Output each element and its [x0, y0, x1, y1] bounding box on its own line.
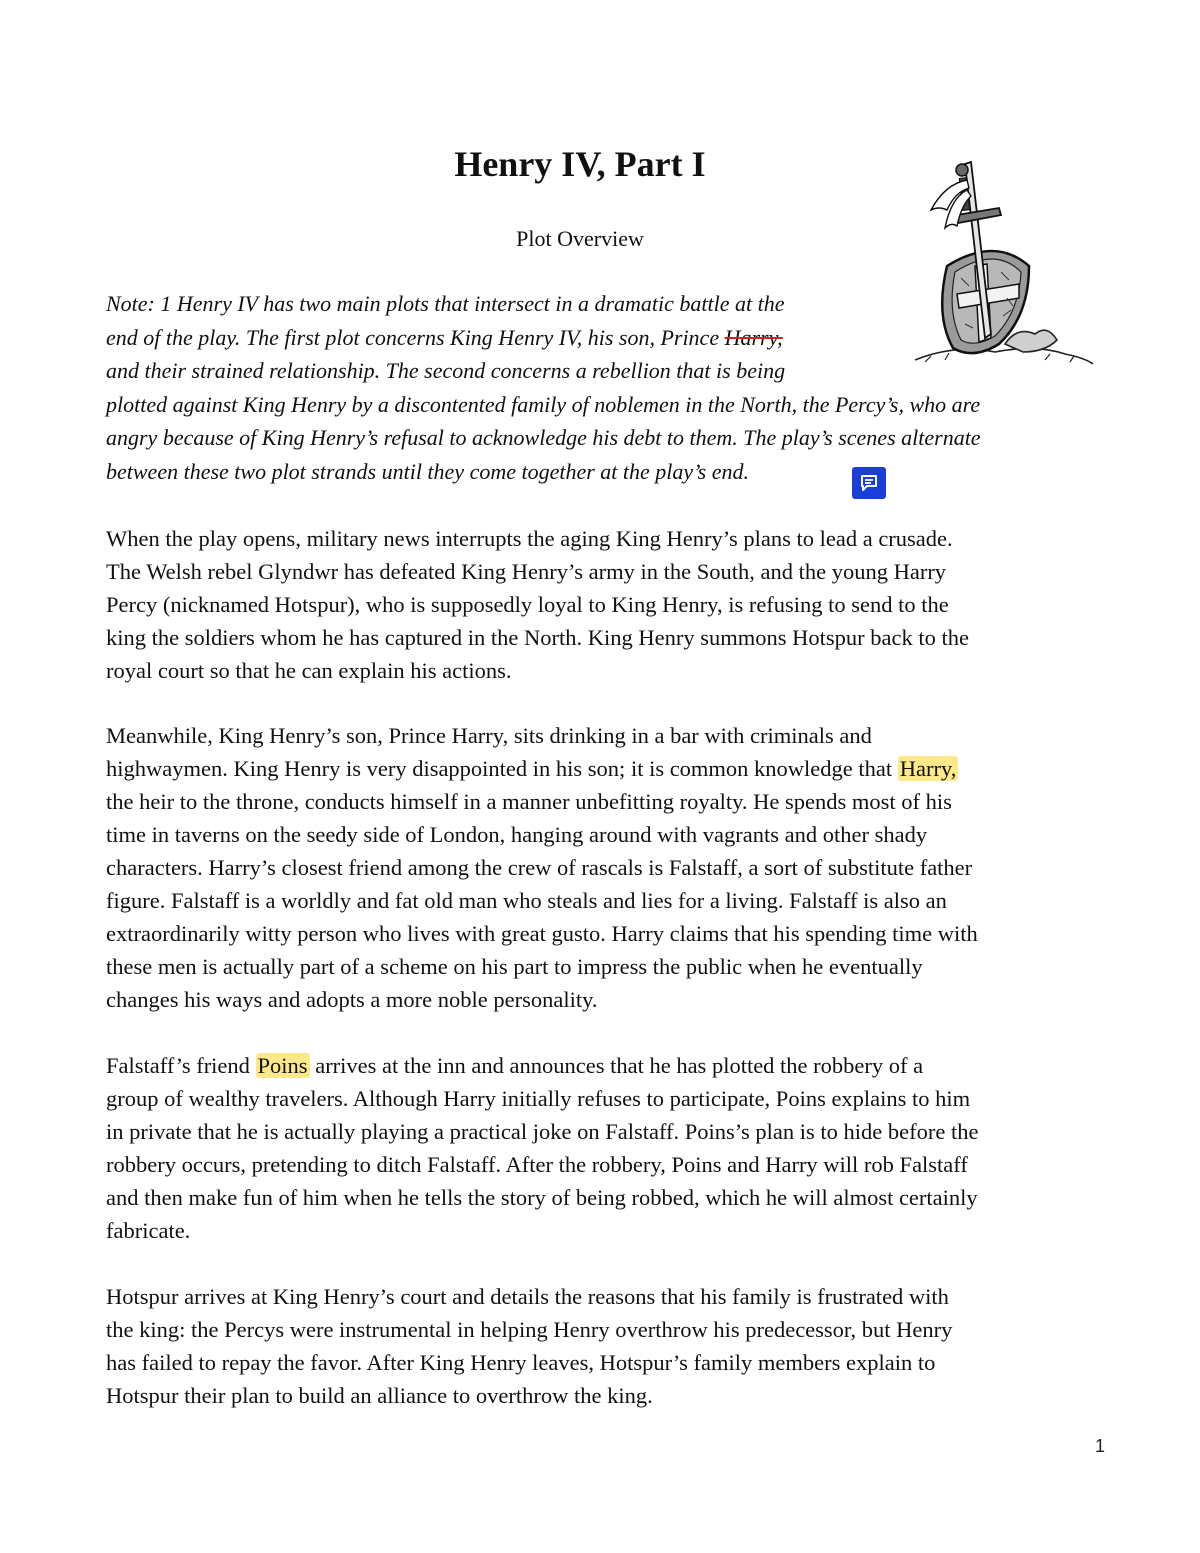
text-line: group of wealthy travelers. Although Harry initially refuses to participate, Poins explains to him [106, 1086, 971, 1111]
text-line: time in taverns on the seedy side of London, hanging around with vagrants and other shady [106, 822, 928, 847]
text-line: fabricate. [106, 1218, 191, 1243]
text-segment: Falstaff’s friend [106, 1053, 256, 1078]
page-subtitle: Plot Overview [516, 226, 644, 251]
text-line: has failed to repay the favor. After King Henry leaves, Hotspur’s family members explain to [106, 1350, 936, 1375]
text-line: and then make fun of him when he tells the story of being robbed, which he will almost certainly [106, 1185, 978, 1210]
text-line: The Welsh rebel Glyndwr has defeated King Henry’s army in the South, and the young Harry [106, 559, 947, 584]
paragraph [106, 522, 1106, 687]
note-line [106, 321, 1106, 355]
text-line: royal court so that he can explain his actions. [106, 658, 512, 683]
text-line: figure. Falstaff is a worldly and fat old man who steals and lies for a living. Falstaff is also an [106, 888, 947, 913]
text-line: these men is actually part of a scheme on his part to impress the public when he eventually [106, 954, 923, 979]
page-title: Henry IV, Part I [454, 144, 706, 184]
text-line: extraordinarily witty person who lives with great gusto. Harry claims that his spending time with [106, 921, 978, 946]
page-number: 1 [1094, 1436, 1105, 1456]
text-segment: highwaymen. King Henry is very disappointed in his son; it is common knowledge that [106, 756, 898, 781]
text-line [106, 752, 1106, 785]
text-segment: arrives at the inn and announces that he has plotted the robbery of a [309, 1053, 924, 1078]
paragraph [106, 1049, 1106, 1247]
plot-note [106, 287, 1106, 489]
highlighted-text[interactable]: Harry, [899, 756, 957, 781]
text-line: Hotspur their plan to build an alliance to overthrow the king. [106, 1383, 653, 1408]
text-line: in private that he is actually playing a practical joke on Falstaff. Poins’s plan is to hide before the [106, 1119, 979, 1144]
comment-button[interactable] [852, 467, 886, 499]
text-line: king the soldiers whom he has captured in the North. King Henry summons Hotspur back to the [106, 625, 969, 650]
note-line: angry because of King Henry’s refusal to acknowledge his debt to them. The play’s scenes alternate [106, 425, 981, 451]
comment-icon [859, 473, 879, 493]
paragraph [106, 719, 1106, 1016]
text-line: When the play opens, military news interrupts the aging King Henry’s plans to lead a crusade. [106, 526, 953, 551]
text-line: the king: the Percys were instrumental in helping Henry overthrow his predecessor, but Henry [106, 1317, 953, 1342]
text-line: Percy (nicknamed Hotspur), who is supposedly loyal to King Henry, is refusing to send to the [106, 592, 949, 617]
note-line: Note: 1 Henry IV has two main plots that intersect in a dramatic battle at the [106, 291, 785, 316]
note-line: and their strained relationship. The second concerns a rebellion that is being [106, 358, 786, 384]
highlighted-text[interactable]: Poins [257, 1053, 308, 1078]
text-line: Hotspur arrives at King Henry’s court and details the reasons that his family is frustrated with [106, 1284, 949, 1309]
struck-text[interactable]: Harry, [724, 324, 783, 350]
text-line [106, 1049, 1106, 1082]
note-line: plotted against King Henry by a discontented family of noblemen in the North, the Percy’s, who are [106, 391, 981, 417]
text-line: robbery occurs, pretending to ditch Falstaff. After the robbery, Poins and Harry will rob Falstaff [106, 1152, 968, 1177]
paragraph [106, 1280, 1106, 1412]
note-line: between these two plot strands until they come together at the play’s end. [106, 458, 749, 484]
text-line: changes his ways and adopts a more noble personality. [106, 987, 598, 1012]
text-line: the heir to the throne, conducts himself in a manner unbefitting royalty. He spends most of his [106, 789, 952, 814]
text-line: characters. Harry’s closest friend among the crew of rascals is Falstaff, a sort of substitute father [106, 855, 973, 880]
text-line: Meanwhile, King Henry’s son, Prince Harry, sits drinking in a bar with criminals and [106, 723, 872, 748]
note-line-text: end of the play. The first plot concerns King Henry IV, his son, Prince [106, 324, 725, 350]
